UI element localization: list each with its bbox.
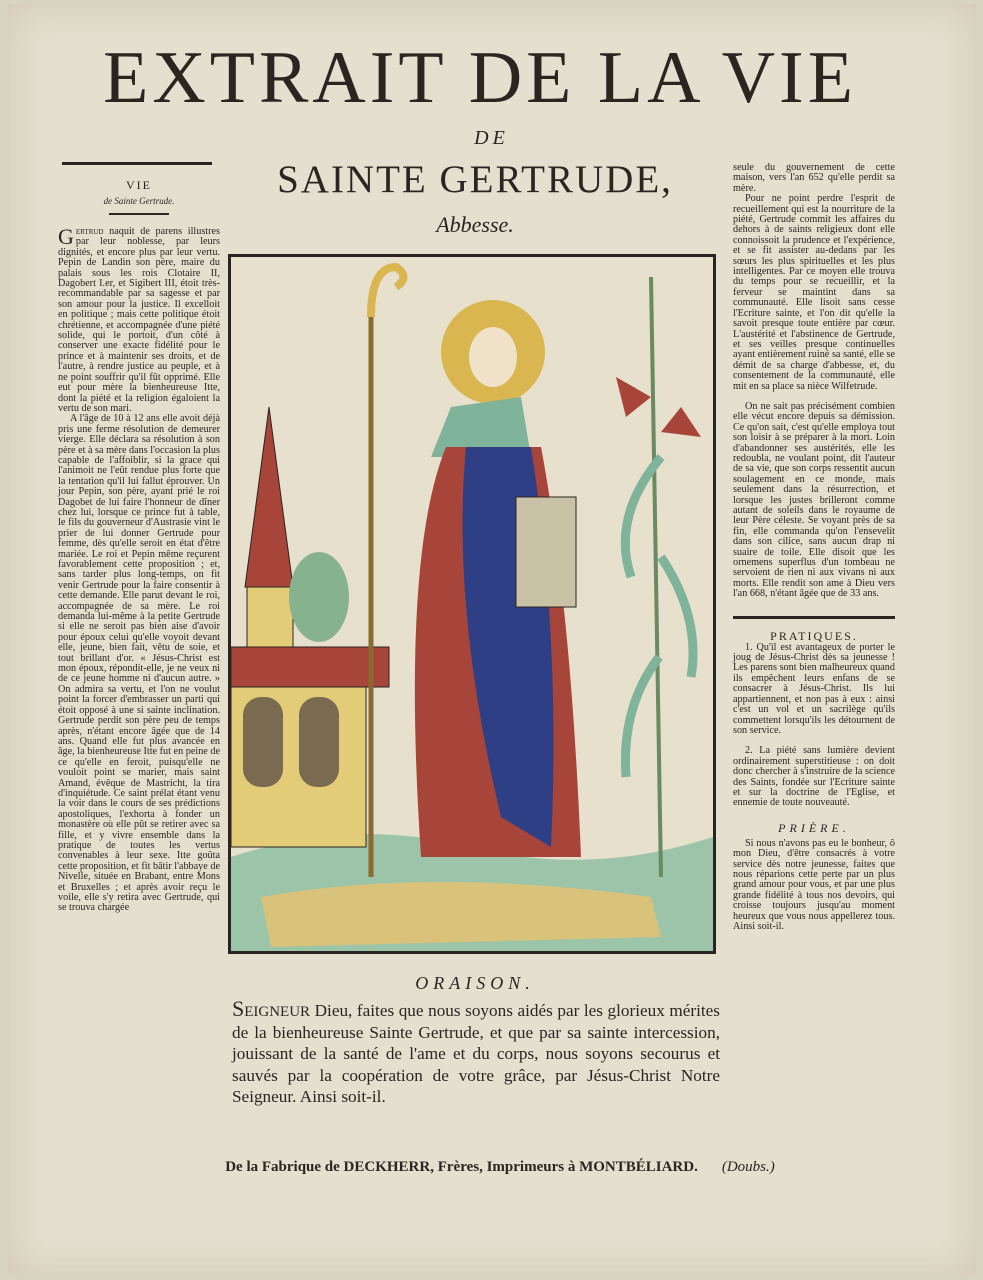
- steeple: [245, 407, 293, 587]
- paragraph: seule du gouvernement de cette maison, vers l'an 652 qu'elle perdit sa mère.: [733, 162, 895, 194]
- crozier-head: [371, 267, 404, 317]
- tower: [247, 587, 293, 647]
- face: [469, 327, 517, 387]
- oraison-text: [232, 998, 720, 1108]
- church-window: [299, 697, 339, 787]
- subtitle: Abbesse.: [436, 212, 514, 237]
- paragraph: Pour ne point perdre l'esprit de recueillement qui est la nourriture de la piété, Gertrude commit les affaires du dehors à de saints religieux dont elle connoissoit la prudence et l'expérience, et se fit assister au-dedans par les sœurs les plus spirituelles et les plus intelligentes. Par ce moyen elle trouva du temps pour se recueillir, et la ferveur se maintint dans sa communauté. Elle lisoit sans cesse l'Ecriture sainte, et l'on dit qu'elle la savoit presque toute entière par cœur. L'austérité et l'abstinence de Gertrude, et ses veilles presque continuelles ayant entièrement ruiné sa santé, elle se démit de sa charge d'abbesse, et, du consentement de la communauté, elle mit en sa place sa nièce Wilfetrude.: [733, 193, 895, 392]
- priere-heading: PRIÈRE.: [778, 820, 850, 835]
- pratiques-heading: PRATIQUES.: [770, 628, 858, 643]
- paragraph: On ne sait pas précisément combien elle vécut encore depuis sa démission. Ce qu'on sait, c'est qu'elle employa tout son loisir à se préparer à la mort. Loin d'abandonner ses austérités, elle les redoubla, ne voulant point, dit l'auteur de sa vie, que son corps ressentit aucun soulagement en ce monde, mais seulement dans la résurrection, et lorsque les justes brilleront comme autant de soleils dans le royaume de leur Père céleste. Se voyant près de sa fin, elle commanda qu'on l'ensevelit dans son cilice, sans aucun drap ni suaire de toile. Elle disoit que les ornemens superflus d'un tombeau ne servoient de rien ni aux vivans ni aux morts. Elle rendit son ame à Dieu vers l'an 668, n'étant âgée que de 33 ans.: [733, 400, 895, 600]
- first-word: Seigneur: [232, 996, 311, 1021]
- imprint-text: De la Fabrique de DECKHERR, Frères, Imprimeurs à MONTBÉLIARD.: [225, 1159, 698, 1175]
- lily-stem: [651, 277, 661, 877]
- divider: [733, 616, 895, 619]
- column-heading: VIE: [126, 178, 152, 192]
- divider: [109, 213, 169, 215]
- imprint-region: (Doubs.): [721, 1159, 775, 1175]
- divider: [62, 162, 212, 165]
- left-column: [58, 178, 220, 914]
- pratique-item: 2. La piété sans lumière devient ordinairement superstitieuse : on doit donc chercher à s'instruire de la science des Saints, fondée sur l'Ecriture sainte et sur la doctrine de l'Eglise, et ennemie de toute nouveauté.: [733, 745, 895, 809]
- saint-illustration: [228, 254, 716, 954]
- book: [516, 497, 576, 607]
- church-roof: [231, 647, 389, 687]
- column-subheading: de Sainte Gertrude.: [103, 196, 175, 206]
- right-column: [733, 163, 895, 932]
- tree: [289, 552, 349, 642]
- priere-text: Si nous n'avons pas eu le bonheur, ô mon Dieu, d'être consacrés à votre service dès notre jeunesse, faites que nous réparions cette perte par un plus grand amour pour vous, et par une plus grande fidélité à tous nos devoirs, qui croisse toujours jusqu'au moment heureux que vous nous appellerez tous. Ainsi soit-il.: [733, 837, 895, 932]
- pratique-item: 1. Qu'il est avantageux de porter le joug de Jésus-Christ dès sa jeunesse ! Les parens sont bien malheureux quand ils empêchent leurs enfans de se consacrer à Jésus-Christ. Ils lui appartiennent, et non pas à eux : ainsi c'est un vol et un sacrilège qu'ils commettent lorsqu'ils les détournent de son service.: [733, 641, 895, 736]
- oraison-heading: ORAISON.: [415, 973, 535, 993]
- illustration-svg: [231, 257, 713, 951]
- ground-path: [261, 882, 661, 947]
- first-word: ertrud: [75, 226, 104, 237]
- saint-name: SAINTE GERTRUDE,: [277, 158, 673, 201]
- drop-cap: G: [58, 224, 74, 249]
- printer-imprint: [150, 1158, 850, 1176]
- title-de: DE: [474, 127, 509, 149]
- main-title: EXTRAIT DE LA VIE: [103, 37, 857, 119]
- church-window: [243, 697, 283, 787]
- paragraph: A l'âge de 10 à 12 ans elle avoit déjà pris une ferme résolution de demeurer vierge. Elle déclara sa résolution à son père et à sa mère dans l'occasion la plus capable de l'affoiblir, si la grace qui l'animoit ne l'eût rendue plus forte que la tentation qu'il lui fallut éprouver. Un jour Pepin, son père, ayant prié le roi Dagobet de lui faire l'honneur de dîner chez lui, lorsque ce prince fut à table, le fils du gouverneur d'Austrasie vint le prier de lui donner Gertrude pour femme, dès qu'elle seroit en état d'être mariée. Le roi et Pepin même reçurent favorablement cette proposition ; et, sans tarder plus long-temps, on fit venir Gertrude pour la faire consentir à cette demande. Elle parut devant le roi, accompagnée de sa mère. Le roi demanda lui-même à la petite Gertrude si elle ne seroit pas bien aise d'avoir pour époux celui qu'elle voyoit devant elle, jeune, bien fait, vêtu de soie, et tout brillant d'or. « Jésus-Christ est mon époux, répondit-elle, je ne veux ni de ce jeune homme ni d'aucun autre. » On admira sa vertu, et l'on ne voulut point la forcer d'embrasser un parti qui étoit opposé à une si sainte inclination. Gertrude perdit son père peu de temps après, n'étant encore âgée que de 14 ans. Quand elle fut plus avancée en âge, la bienheureuse Itte fut en peine de ce qu'elle en feroit, puisqu'elle ne vouloit point se marier, mais saint Amand, évêque de Mastricht, la tira d'inquiétude. Ce saint prélat étant venu la voir dans le cours de ses prédictions apostoliques, l'exhorta à fonder un monastère où elle pût se retirer avec sa fille, et y vivre ensemble dans la pratique de toutes les vertus convenables à leur sexe. Itte goûta cette proposition, et fit bâtir l'abbaye de Nivelle, située en Brabant, entre Mons et Bruxelles ; et après avoir reçu le voile, elle s'y retira avec Gertrude, qui se trouva chargée: [58, 413, 220, 914]
- oraison-body: Dieu, faites que nous soyons aidés par les glorieux mérites de la bienheureuse Sainte Gertrude, et que par sa sainte intercession, jouissant de la santé de l'ame et du corps, nous soyons secourus et sauvés par la coopération de votre grâce, par Jésus-Christ Notre Seigneur. Ainsi soit-il.: [232, 1001, 720, 1106]
- lily-flowers: [616, 377, 701, 437]
- paragraph: naquit de parens illustres par leur noblesse, par leurs dignités, et encore plus par leur vertu. Pepin de Landin son père, maire du palais sous les rois Clotaire II, Dagobert I.er, et Sigibert III, étoit très-recommandable par sa sagesse et par son amour pour la justice. Il excelloit en politique ; mais cette politique étoit chrétienne, et accompagnée d'une piété solide, qui le portoit, d'un côté à conserver une exacte fidélité pour le prince et à maintenir ses droits, et de l'autre, à rendre justice au peuple, et à ne point souffrir qu'il fût opprimé. Elle eut pour mère la bienheureuse Itte, dont la piété et la religion égaloient la vertu de son mari.: [58, 226, 221, 414]
